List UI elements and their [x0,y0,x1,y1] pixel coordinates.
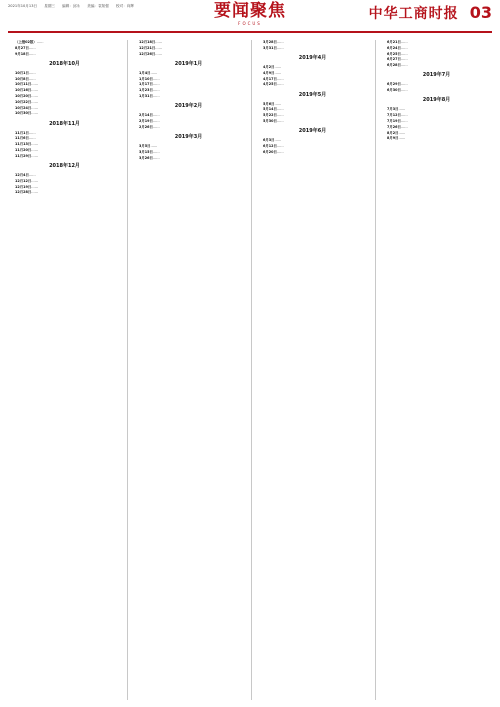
month-heading: 2018年12月 [49,162,80,169]
chronology-entry [132,119,245,124]
entry-text: …… [31,184,38,189]
entry-text: …… [31,142,38,147]
entry-text: …… [400,57,408,62]
entry-date: 7月3日 [387,107,399,112]
entry-date: 12月19日 [15,184,32,189]
entry-text: …… [276,82,284,87]
proofreader-credit: 校对：向辉 [116,4,134,8]
entry-text: …… [400,63,408,68]
entry-text: …… [274,138,282,143]
entry-date: 5月14日 [263,107,277,112]
entry-text: …… [276,118,284,123]
chronology-entry [8,94,121,99]
entry-text: …… [400,45,408,50]
entry-date: 10月30日 [15,111,32,116]
month-heading: 2019年1月 [174,60,203,67]
entry-text: …… [400,124,408,129]
chronology-entry [132,125,245,130]
entry-date: 2月14日 [139,113,153,118]
entry-text: …… [31,82,38,87]
entry-date: 12月4日 [15,172,29,177]
entry-text: …… [398,107,406,112]
chronology-entry [132,88,245,93]
chronology-entry [256,65,369,70]
chronology-entry [256,71,369,76]
entry-date: 4月2日 [263,65,275,69]
entry-text: …… [152,88,160,93]
entry-date: 7月19日 [387,118,401,123]
chronology-entry [8,131,121,136]
chronology-entry [380,57,493,62]
chronology-entry [8,136,121,141]
entry-date: 2月26日 [139,124,153,129]
entry-date: 11月1日 [15,130,29,135]
entry-date: 5月6日 [263,101,275,106]
chronology-entry [256,113,369,118]
entry-date: 11月29日 [15,153,32,158]
entry-date: 11月20日 [15,147,32,152]
entry-date: 5月22日 [263,113,277,118]
chronology-entry [132,144,245,149]
entry-text: …… [274,65,282,69]
entry-date: 10月16日 [15,88,32,93]
header-rule [8,31,492,33]
entry-text: …… [152,113,160,118]
chronology-entry [380,107,493,112]
month-heading: 2019年7月 [422,72,451,79]
entry-text: …… [28,70,36,75]
entry-date: 1月23日 [139,88,153,93]
page-header [0,0,500,34]
chronology-entry [256,46,369,51]
entry-date: 7月26日 [387,124,401,129]
chronology-entry [132,52,245,57]
entry-date: 1月31日 [139,93,153,98]
entry-date: 4月25日 [263,82,277,87]
entry-date: 3月26日 [139,155,153,160]
entry-text: …… [31,93,38,98]
chronology-entry [8,82,121,87]
entry-text: …… [152,149,160,154]
entry-text: …… [276,40,284,44]
entry-date: 12月21日 [139,45,156,50]
entry-text: …… [155,40,162,44]
entry-date: 8月9日 [387,136,399,141]
chronology-entry [256,119,369,124]
entry-date: 10月1日 [15,70,29,75]
entry-date: 6月29日 [387,82,401,87]
entry-text: …… [28,172,36,177]
entry-date: 10月8日 [15,76,29,81]
column-3 [256,40,369,700]
chronology-entry [256,138,369,143]
month-heading: 2019年4月 [298,55,327,61]
entry-text: …… [400,113,408,118]
entry-date: （上接02版） [15,40,37,44]
entry-text: …… [155,45,162,50]
month-heading: 2019年8月 [422,97,451,104]
entry-text: …… [276,107,284,112]
entry-text: …… [152,118,160,123]
entry-text: …… [31,88,38,93]
entry-text: …… [276,113,284,118]
chronology-entry [8,190,121,195]
paper-name: 中华工商时报 [368,6,459,22]
entry-text: …… [31,178,38,183]
entry-date: 9月18日 [15,51,29,56]
chronology-entry [8,46,121,51]
entry-date: 6月25日 [387,51,401,56]
entry-text: …… [152,155,160,160]
issue-date: 2021年10月13日 [8,4,38,8]
entry-text: …… [276,45,284,50]
chronology-entry [132,71,245,76]
entry-date: 1月10日 [139,76,153,81]
entry-date: 6月21日 [387,40,401,44]
chronology-entry [8,88,121,93]
entry-text: …… [28,136,36,141]
chronology-entry [132,94,245,99]
chronology-entry [380,119,493,124]
entry-text: …… [274,70,282,75]
chronology-entry [8,148,121,153]
entry-date: 10月22日 [15,99,32,104]
entry-date: 1月4日 [139,70,151,75]
entry-date: 12月28日 [15,190,32,195]
entry-date: 12月26日 [139,51,156,56]
chronology-entry [380,63,493,68]
entry-date: 3月28日 [263,40,277,44]
entry-text: …… [31,190,38,195]
chronology-entry [132,46,245,51]
entry-date: 3月5日 [139,143,151,148]
entry-text: …… [36,40,44,44]
chronology-entry [8,173,121,178]
column-1 [8,40,121,700]
entry-text: …… [31,111,38,116]
entry-date: 6月28日 [387,63,401,68]
editor-credit: 编辑：邱永 [62,4,81,8]
month-heading: 2019年3月 [174,133,203,140]
chronology-entry [8,100,121,105]
entry-text: …… [398,136,406,141]
entry-text: …… [150,143,158,148]
month-heading: 2019年6月 [298,128,327,135]
entry-date: 2月19日 [139,118,153,123]
month-heading: 2018年10月 [49,60,80,67]
entry-text: …… [274,101,282,106]
entry-text: …… [31,153,38,158]
section-title: 要闻聚焦 [214,1,286,21]
entry-date: 6月27日 [387,57,401,62]
entry-text: …… [28,45,36,50]
chronology-entry [256,107,369,112]
issue-weekday: 星期三 [44,4,56,8]
chronology-entry [380,131,493,136]
chronology-entry [8,185,121,190]
entry-text: …… [400,88,408,93]
entry-date: 10月20日 [15,93,32,98]
entry-date: 6月3日 [263,138,275,143]
entry-date: 1月17日 [139,82,153,87]
entry-text: …… [28,130,36,135]
chronology-entry [256,40,369,45]
entry-text: …… [400,118,408,123]
entry-text: …… [31,105,38,110]
chronology-entry [8,154,121,159]
chronology-entry [132,156,245,161]
chronology-entry [8,40,121,45]
chronology-entry [8,71,121,76]
entry-date: 8月27日 [15,45,29,50]
chronology-entry [380,46,493,51]
chronology-entry [132,40,245,45]
chronology-entry [132,82,245,87]
entry-text: …… [152,82,160,87]
entry-text: …… [400,82,408,87]
entry-text: …… [31,99,38,104]
entry-date: 10月24日 [15,105,32,110]
entry-date: 6月20日 [263,149,277,154]
chronology-entry [256,150,369,155]
entry-text: …… [398,130,406,135]
entry-text: …… [152,93,160,98]
chronology-entry [380,136,493,141]
entry-date: 3月31日 [263,45,277,50]
designer-credit: 美编：袁知强 [87,4,109,8]
chronology-entry [132,150,245,155]
entry-date: 12月12日 [15,178,32,183]
chronology-entry [8,142,121,147]
entry-date: 4月17日 [263,76,277,81]
chronology-entry [380,82,493,87]
entry-text: …… [400,40,408,44]
chronology-entry [8,52,121,57]
entry-text: …… [28,76,36,81]
entry-date: 12月18日 [139,40,156,44]
entry-date: 4月9日 [263,70,275,75]
chronology-entry [256,144,369,149]
chronology-entry [8,106,121,111]
entry-date: 3月15日 [139,149,153,154]
entry-text: …… [152,124,160,129]
section-masthead [204,2,296,26]
chronology-entry [256,82,369,87]
paper-masthead [369,3,492,23]
chronology-entry [380,125,493,130]
entry-date: 10月11日 [15,82,32,87]
chronology-entry [380,88,493,93]
entry-date: 6月30日 [387,88,401,93]
column-2 [132,40,245,700]
entry-text: …… [276,149,284,154]
entry-date: 7月12日 [387,113,401,118]
issue-meta [8,4,140,9]
entry-text: …… [400,51,408,56]
chronology-entry [8,179,121,184]
entry-date: 11月13日 [15,142,32,147]
page-number: 03 [469,3,492,22]
section-subtitle: FOCUS [238,21,262,26]
entry-text: …… [276,143,284,148]
entry-text: …… [155,51,162,56]
entry-date: 8月2日 [387,130,399,135]
entry-text: …… [152,76,160,81]
chronology-entry [380,40,493,45]
entry-text: …… [28,51,36,56]
entry-date: 5月30日 [263,118,277,123]
chronology-entry [132,113,245,118]
chronology-entry [380,113,493,118]
month-heading: 2018年11月 [49,120,80,127]
month-heading: 2019年2月 [174,103,203,110]
chronology-entry [8,111,121,116]
article-body [8,40,492,700]
entry-date: 6月24日 [387,45,401,50]
entry-text: …… [150,70,158,75]
entry-text: …… [276,76,284,81]
entry-date: 11月6日 [15,136,29,141]
month-heading: 2019年5月 [298,91,327,98]
entry-text: …… [31,147,38,152]
column-4 [380,40,493,700]
entry-date: 6月12日 [263,143,277,148]
